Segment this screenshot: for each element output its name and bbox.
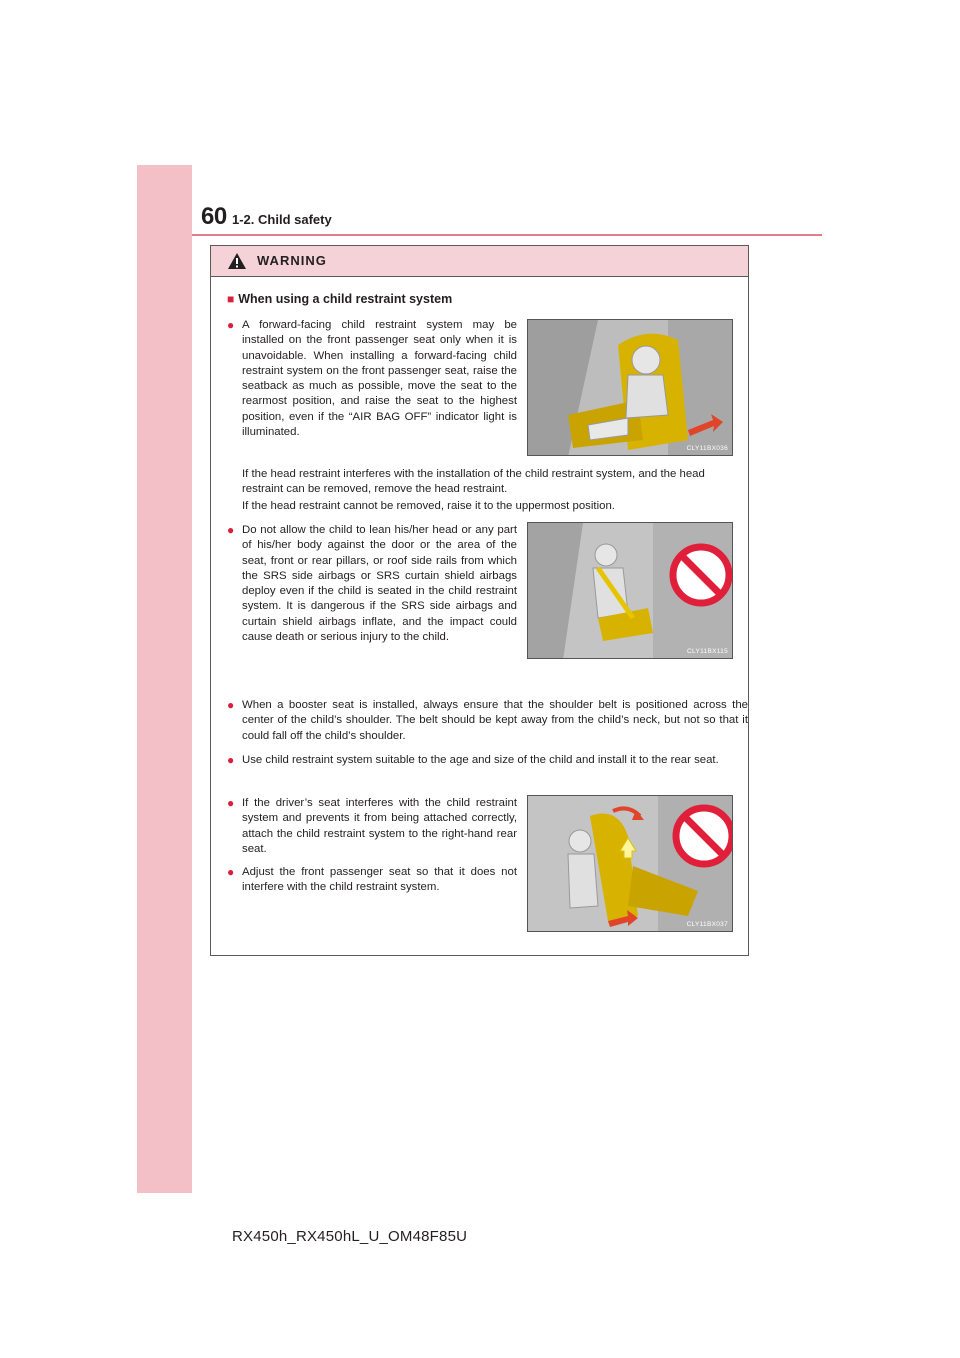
bullet-dot-icon: ● [227,523,235,537]
bullet-item [227,698,748,744]
page-number: 60 [201,203,227,230]
section-title: 1-2. Child safety [232,212,332,227]
figure-3-illustration [528,796,733,932]
warning-subheading: ■ When using a child restraint system [227,292,453,306]
bullet-text: Adjust the front passenger seat so that it does not interfere with the child restraint system. [242,866,517,894]
bullet-dot-icon: ● [227,698,235,712]
model-code-footer: RX450h_RX450hL_U_OM48F85U [232,1228,468,1245]
figure-seat-interference [527,795,733,932]
figure-child-seat-front [527,319,733,456]
warning-triangle-icon [227,252,247,270]
bullet-dot-icon: ● [227,865,235,879]
bullet-item [227,796,517,857]
figure-2-illustration [528,523,733,659]
square-bullet-icon: ■ [227,292,235,306]
header-rule [192,234,822,236]
head-restraint-paragraph-2: If the head restraint cannot be removed, raise it to the uppermost position. [242,500,615,512]
bullet-item [227,753,748,768]
bullet-dot-icon: ● [227,796,235,810]
bullet-text: Use child restraint system suitable to the age and size of the child and install it to the rear seat. [242,754,719,766]
bullet-text: A forward-facing child restraint system may be installed on the front passenger seat only when it is unavoidable. When installing a forward-facing child restraint system on the front passenger seat, raise the seatback as much as possible, move the seat to the rearmost position, and raise the seat to the highest position, even if the “AIR BAG OFF” indicator light is illuminated. [242,319,517,439]
bullet-item [227,865,517,896]
figure-code: CLY11BX036 [686,445,728,452]
figure-code: CLY11BX115 [687,648,728,655]
figure-1-illustration [528,320,733,456]
warning-box [210,245,749,956]
side-tab [137,165,192,1193]
bullet-item [227,318,517,440]
bullet-item [227,523,517,645]
bullet-text: If the driver’s seat interferes with the child restraint system and prevents it from being attached correctly, attach the child restraint system to the right-hand rear seat. [242,797,517,855]
figure-child-leaning [527,522,733,659]
figure-code: CLY11BX037 [686,921,728,928]
bullet-text: Do not allow the child to lean his/her head or any part of his/her body against the door or the area of the seat, front or rear pillars, or roof side rails from which the SRS side airbags or SRS curtain shield airbags deploy even if the child is seated in the child restraint system. It is dangerous if the SRS side airbags and curtain shield airbags inflate, and the impact could cause death or serious injury to the child. [242,524,517,644]
head-restraint-paragraph-1: If the head restraint interferes with the installation of the child restraint system, and the head restraint can be removed, remove the head restraint. [242,468,705,496]
bullet-dot-icon: ● [227,753,235,767]
warning-header [211,246,748,277]
bullet-text: When a booster seat is installed, always ensure that the shoulder belt is positioned across the center of the child’s shoulder. The belt should be kept away from the child’s neck, but not so that it could fall off the child’s shoulder. [242,699,748,742]
warning-title: WARNING [257,253,327,268]
bullet-dot-icon: ● [227,318,235,332]
